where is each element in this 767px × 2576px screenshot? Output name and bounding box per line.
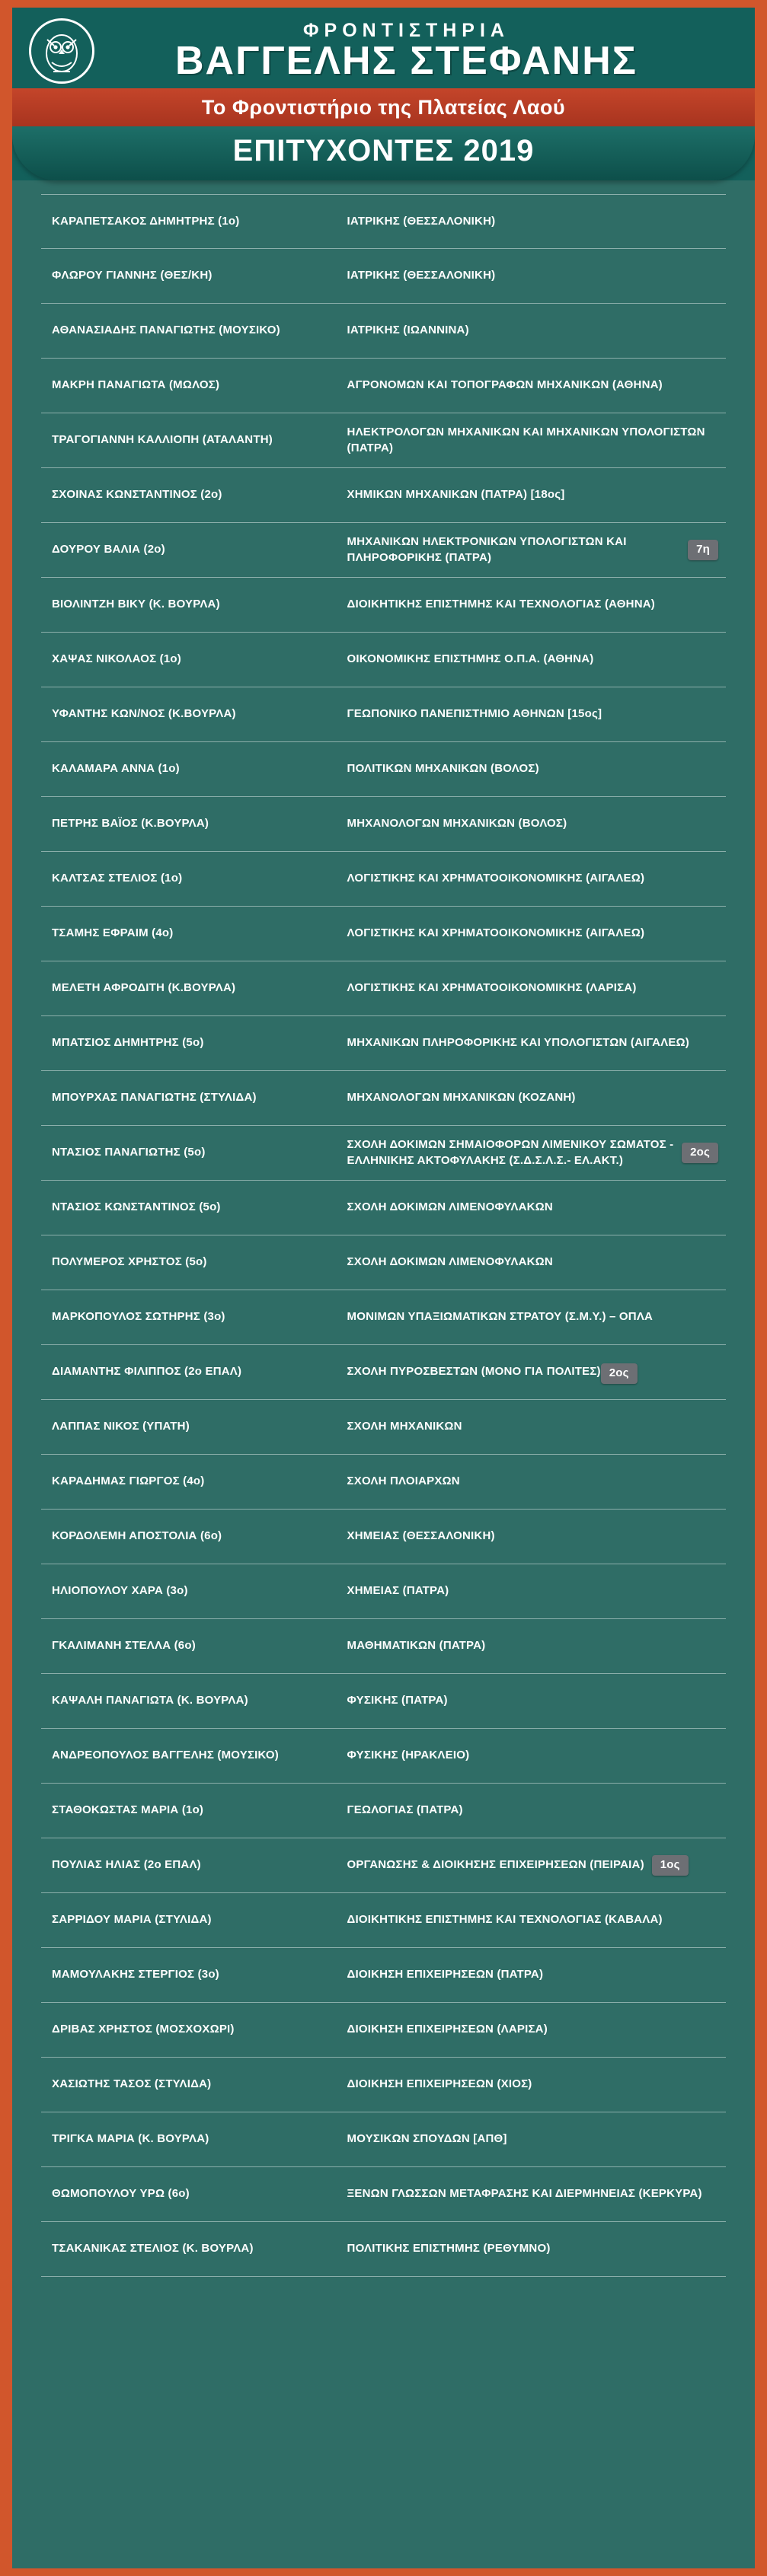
- student-name: ΗΛΙΟΠΟΥΛΟΥ ΧΑΡΑ (3ο): [52, 1584, 188, 1598]
- student-name: ΓΚΑΛΙΜΑΝΗ ΣΤΕΛΛΑ (6ο): [52, 1639, 196, 1653]
- department-cell: [343, 523, 726, 577]
- table-row: [41, 852, 726, 907]
- student-name: ΑΝΔΡΕΟΠΟΥΛΟΣ ΒΑΓΓΕΛΗΣ (ΜΟΥΣΙΚΟ): [52, 1749, 279, 1762]
- department-cell: [343, 1235, 726, 1290]
- rank-badge: 7η: [688, 540, 718, 560]
- student-name: ΜΑΡΚΟΠΟΥΛΟΣ ΣΩΤΗΡΗΣ (3ο): [52, 1310, 225, 1324]
- student-name: ΚΑΨΑΛΗ ΠΑΝΑΓΙΩΤΑ (Κ. ΒΟΥΡΛΑ): [52, 1694, 248, 1707]
- department-cell: [343, 249, 726, 303]
- department-cell: [343, 2167, 726, 2221]
- student-name: ΤΣΑΜΗΣ ΕΦΡΑΙΜ (4ο): [52, 926, 174, 940]
- department-name: ΣΧΟΛΗ ΔΟΚΙΜΩΝ ΣΗΜΑΙΟΦΟΡΩΝ ΛΙΜΕΝΙΚΟΥ ΣΩΜΑΤΟΣ - ΕΛΛΗΝΙΚΗΣ ΑΚΤΟΦΥΛΑΚΗΣ (Σ.Δ.Σ.Λ.Σ.- ΕΛ.ΑΚΤ.): [347, 1138, 674, 1167]
- poster-header: [12, 8, 755, 180]
- department-cell: [343, 961, 726, 1015]
- department-name: ΣΧΟΛΗ ΔΟΚΙΜΩΝ ΛΙΜΕΝΟΦΥΛΑΚΩΝ: [347, 1255, 553, 1269]
- owl-seal-icon: [29, 18, 94, 84]
- table-row: [41, 2003, 726, 2058]
- student-name: ΥΦΑΝΤΗΣ ΚΩΝ/ΝΟΣ (Κ.ΒΟΥΡΛΑ): [52, 707, 236, 721]
- department-cell: [343, 304, 726, 358]
- department-name: ΦΥΣΙΚΗΣ (ΗΡΑΚΛΕΙΟ): [347, 1749, 470, 1762]
- department-name: ΙΑΤΡΙΚΗΣ (ΘΕΣΣΑΛΟΝΙΚΗ): [347, 269, 496, 282]
- student-name: ΑΘΑΝΑΣΙΑΔΗΣ ΠΑΝΑΓΙΩΤΗΣ (ΜΟΥΣΙΚΟ): [52, 324, 280, 337]
- department-cell: [343, 1510, 726, 1564]
- student-name: ΘΩΜΟΠΟΥΛΟΥ ΥΡΩ (6ο): [52, 2187, 190, 2201]
- department-cell: [343, 1619, 726, 1673]
- student-name: ΜΑΚΡΗ ΠΑΝΑΓΙΩΤΑ (ΜΩΛΟΣ): [52, 378, 220, 392]
- rank-badge: 2ος: [682, 1143, 718, 1162]
- table-row: [41, 1948, 726, 2003]
- student-name: ΚΑΛΤΣΑΣ ΣΤΕΛΙΟΣ (1ο): [52, 872, 183, 885]
- tagline-ribbon: [12, 88, 755, 126]
- department-cell: [343, 468, 726, 522]
- table-row: [41, 359, 726, 413]
- department-cell: [343, 1290, 726, 1344]
- table-row: [41, 578, 726, 633]
- department-name: ΣΧΟΛΗ ΜΗΧΑΝΙΚΩΝ: [347, 1420, 462, 1433]
- student-name: ΚΑΡΑΔΗΜΑΣ ΓΙΩΡΓΟΣ (4ο): [52, 1475, 205, 1488]
- department-cell: [343, 633, 726, 687]
- student-name: ΤΡΙΓΚΑ ΜΑΡΙΑ (Κ. ΒΟΥΡΛΑ): [52, 2132, 209, 2146]
- department-cell: [343, 2003, 726, 2057]
- table-row: [41, 194, 726, 249]
- student-name: ΝΤΑΣΙΟΣ ΠΑΝΑΓΙΩΤΗΣ (5ο): [52, 1146, 206, 1159]
- department-cell: [343, 1893, 726, 1947]
- department-name: ΔΙΟΙΚΗΣΗ ΕΠΙΧΕΙΡΗΣΕΩΝ (ΠΑΤΡΑ): [347, 1968, 544, 1981]
- student-name: ΔΡΙΒΑΣ ΧΡΗΣΤΟΣ (ΜΟΣΧΟΧΩΡΙ): [52, 2023, 235, 2036]
- department-name: ΜΗΧΑΝΙΚΩΝ ΠΛΗΡΟΦΟΡΙΚΗΣ ΚΑΙ ΥΠΟΛΟΓΙΣΤΩΝ (ΑΙΓΑΛΕΩ): [347, 1036, 689, 1050]
- student-name: ΧΑΣΙΩΤΗΣ ΤΑΣΟΣ (ΣΤΥΛΙΔΑ): [52, 2077, 212, 2091]
- table-row: [41, 1455, 726, 1510]
- table-row: [41, 1564, 726, 1619]
- student-name: ΜΑΜΟΥΛΑΚΗΣ ΣΤΕΡΓΙΟΣ (3ο): [52, 1968, 219, 1981]
- department-cell: [343, 1400, 726, 1454]
- table-row: [41, 2222, 726, 2277]
- department-cell: [343, 2058, 726, 2112]
- table-row: [41, 1510, 726, 1564]
- student-name: ΤΣΑΚΑΝΙΚΑΣ ΣΤΕΛΙΟΣ (Κ. ΒΟΥΡΛΑ): [52, 2242, 254, 2256]
- department-cell: [343, 1016, 726, 1070]
- table-row: [41, 1729, 726, 1784]
- department-name: ΠΟΛΙΤΙΚΩΝ ΜΗΧΑΝΙΚΩΝ (ΒΟΛΟΣ): [347, 762, 539, 776]
- department-cell: [343, 1345, 726, 1399]
- student-name: ΠΟΥΛΙΑΣ ΗΛΙΑΣ (2ο ΕΠΑΛ): [52, 1858, 201, 1872]
- student-name: ΧΑΨΑΣ ΝΙΚΟΛΑΟΣ (1ο): [52, 652, 181, 666]
- student-name: ΜΕΛΕΤΗ ΑΦΡΟΔΙΤΗ (Κ.ΒΟΥΡΛΑ): [52, 981, 236, 995]
- student-name: ΔΙΑΜΑΝΤΗΣ ΦΙΛΙΠΠΟΣ (2ο ΕΠΑΛ): [52, 1365, 242, 1379]
- department-cell: [343, 1674, 726, 1728]
- brand-row: [12, 14, 755, 85]
- page-title: ΕΠΙΤΥΧΟΝΤΕΣ 2019: [232, 134, 535, 167]
- subtitle-band: [12, 126, 755, 180]
- student-name: ΚΟΡΔΟΛΕΜΗ ΑΠΟΣΤΟΛΙΑ (6ο): [52, 1529, 222, 1543]
- student-name: ΛΑΠΠΑΣ ΝΙΚΟΣ (ΥΠΑΤΗ): [52, 1420, 190, 1433]
- department-cell: [343, 1838, 726, 1892]
- rank-badge: 1ος: [652, 1855, 689, 1875]
- table-row: [41, 1126, 726, 1181]
- student-name: ΝΤΑΣΙΟΣ ΚΩΝΣΤΑΝΤΙΝΟΣ (5ο): [52, 1200, 221, 1214]
- student-name: ΣΧΟΙΝΑΣ ΚΩΝΣΤΑΝΤΙΝΟΣ (2ο): [52, 488, 222, 502]
- department-cell: [343, 1126, 726, 1180]
- department-cell: [343, 1729, 726, 1783]
- table-row: [41, 523, 726, 578]
- table-row: [41, 1235, 726, 1290]
- department-name: ΙΑΤΡΙΚΗΣ (ΘΕΣΣΑΛΟΝΙΚΗ): [347, 214, 496, 228]
- table-row: [41, 1838, 726, 1893]
- department-name: ΜΟΥΣΙΚΩΝ ΣΠΟΥΔΩΝ [ΑΠΘ]: [347, 2132, 507, 2146]
- table-row: [41, 1400, 726, 1455]
- department-name: ΔΙΟΙΚΗΤΙΚΗΣ ΕΠΙΣΤΗΜΗΣ ΚΑΙ ΤΕΧΝΟΛΟΓΙΑΣ (ΚΑΒΑΛΑ): [347, 1913, 663, 1927]
- table-row: [41, 742, 726, 797]
- rank-badge: 2ος: [601, 1363, 638, 1383]
- department-cell: [343, 1784, 726, 1838]
- table-row: [41, 1674, 726, 1729]
- department-cell: [343, 578, 726, 632]
- department-cell: [343, 1071, 726, 1125]
- table-row: [41, 1181, 726, 1235]
- department-name: ΗΛΕΚΤΡΟΛΟΓΩΝ ΜΗΧΑΝΙΚΩΝ ΚΑΙ ΜΗΧΑΝΙΚΩΝ ΥΠΟΛΟΓΙΣΤΩΝ (ΠΑΤΡΑ): [347, 426, 705, 454]
- student-name: ΚΑΡΑΠΕΤΣΑΚΟΣ ΔΗΜΗΤΡΗΣ (1ο): [52, 214, 240, 228]
- department-name: ΛΟΓΙΣΤΙΚΗΣ ΚΑΙ ΧΡΗΜΑΤΟΟΙΚΟΝΟΜΙΚΗΣ (ΑΙΓΑΛΕΩ): [347, 926, 645, 940]
- student-name: ΜΠΑΤΣΙΟΣ ΔΗΜΗΤΡΗΣ (5ο): [52, 1036, 204, 1050]
- brand-kicker: ΦΡΟΝΤΙΣΤΗΡΙΑ: [303, 20, 510, 42]
- department-name: ΓΕΩΛΟΓΙΑΣ (ΠΑΤΡΑ): [347, 1803, 463, 1817]
- tagline-text: Το Φροντιστήριο της Πλατείας Λαού: [201, 96, 566, 119]
- student-name: ΣΤΑΘΟΚΩΣΤΑΣ ΜΑΡΙΑ (1ο): [52, 1803, 204, 1817]
- department-name: ΜΟΝΙΜΩΝ ΥΠΑΞΙΩΜΑΤΙΚΩΝ ΣΤΡΑΤΟΥ (Σ.Μ.Υ.) – ΟΠΛΑ: [347, 1310, 654, 1324]
- student-name: ΠΟΛΥΜΕΡΟΣ ΧΡΗΣΤΟΣ (5ο): [52, 1255, 207, 1269]
- department-cell: [343, 1564, 726, 1618]
- department-name: ΜΗΧΑΝΟΛΟΓΩΝ ΜΗΧΑΝΙΚΩΝ (ΚΟΖΑΝΗ): [347, 1091, 576, 1105]
- table-row: [41, 413, 726, 468]
- achievers-list: [12, 180, 755, 2300]
- student-name: ΒΙΟΛΙΝΤΖΗ ΒΙΚΥ (Κ. ΒΟΥΡΛΑ): [52, 598, 220, 611]
- department-name: ΜΑΘΗΜΑΤΙΚΩΝ (ΠΑΤΡΑ): [347, 1639, 486, 1653]
- department-name: ΙΑΤΡΙΚΗΣ (ΙΩΑΝΝΙΝΑ): [347, 324, 469, 337]
- table-row: [41, 1893, 726, 1948]
- table-row: [41, 2058, 726, 2112]
- department-name: ΧΗΜΕΙΑΣ (ΘΕΣΣΑΛΟΝΙΚΗ): [347, 1529, 495, 1543]
- table-row: [41, 1345, 726, 1400]
- table-row: [41, 633, 726, 687]
- table-row: [41, 1016, 726, 1071]
- table-row: [41, 249, 726, 304]
- brand-title: ΒΑΓΓΕΛΗΣ ΣΤΕΦΑΝΗΣ: [175, 38, 638, 83]
- department-name: ΑΓΡΟΝΟΜΩΝ ΚΑΙ ΤΟΠΟΓΡΑΦΩΝ ΜΗΧΑΝΙΚΩΝ (ΑΘΗΝΑ): [347, 378, 663, 392]
- student-name: ΣΑΡΡΙΔΟΥ ΜΑΡΙΑ (ΣΤΥΛΙΔΑ): [52, 1913, 212, 1927]
- student-name: ΠΕΤΡΗΣ ΒΑΪΟΣ (Κ.ΒΟΥΡΛΑ): [52, 817, 209, 831]
- student-name: ΚΑΛΑΜΑΡΑ ΑΝΝΑ (1ο): [52, 762, 180, 776]
- table-row: [41, 961, 726, 1016]
- department-cell: [343, 1181, 726, 1235]
- department-cell: [343, 195, 726, 248]
- department-name: ΧΗΜΕΙΑΣ (ΠΑΤΡΑ): [347, 1584, 449, 1598]
- student-name: ΤΡΑΓΟΓΙΑΝΝΗ ΚΑΛΛΙΟΠΗ (ΑΤΑΛΑΝΤΗ): [52, 433, 273, 447]
- department-name: ΣΧΟΛΗ ΠΛΟΙΑΡΧΩΝ: [347, 1475, 460, 1488]
- table-row: [41, 468, 726, 523]
- table-row: [41, 304, 726, 359]
- department-name: ΜΗΧΑΝΙΚΩΝ ΗΛΕΚΤΡΟΝΙΚΩΝ ΥΠΟΛΟΓΙΣΤΩΝ ΚΑΙ ΠΛΗΡΟΦΟΡΙΚΗΣ (ΠΑΤΡΑ): [347, 535, 627, 564]
- table-row: [41, 687, 726, 742]
- department-name: ΔΙΟΙΚΗΣΗ ΕΠΙΧΕΙΡΗΣΕΩΝ (ΧΙΟΣ): [347, 2077, 532, 2091]
- department-name: ΧΗΜΙΚΩΝ ΜΗΧΑΝΙΚΩΝ (ΠΑΤΡΑ) [18ος]: [347, 488, 565, 502]
- department-name: ΔΙΟΙΚΗΤΙΚΗΣ ΕΠΙΣΤΗΜΗΣ ΚΑΙ ΤΕΧΝΟΛΟΓΙΑΣ (ΑΘΗΝΑ): [347, 598, 655, 611]
- student-name: ΔΟΥΡΟΥ ΒΑΛΙΑ (2ο): [52, 543, 165, 556]
- department-cell: [343, 742, 726, 796]
- department-cell: [343, 852, 726, 906]
- table-row: [41, 1071, 726, 1126]
- department-cell: [343, 413, 726, 467]
- department-name: ΓΕΩΠΟΝΙΚΟ ΠΑΝΕΠΙΣΤΗΜΙΟ ΑΘΗΝΩΝ [15ος]: [347, 707, 602, 721]
- table-row: [41, 1290, 726, 1345]
- department-name: ΛΟΓΙΣΤΙΚΗΣ ΚΑΙ ΧΡΗΜΑΤΟΟΙΚΟΝΟΜΙΚΗΣ (ΑΙΓΑΛΕΩ): [347, 872, 645, 885]
- department-name: ΟΙΚΟΝΟΜΙΚΗΣ ΕΠΙΣΤΗΜΗΣ Ο.Π.Α. (ΑΘΗΝΑ): [347, 652, 594, 666]
- department-name: ΣΧΟΛΗ ΔΟΚΙΜΩΝ ΛΙΜΕΝΟΦΥΛΑΚΩΝ: [347, 1200, 553, 1214]
- table-row: [41, 907, 726, 961]
- department-name: ΠΟΛΙΤΙΚΗΣ ΕΠΙΣΤΗΜΗΣ (ΡΕΘΥΜΝΟ): [347, 2242, 551, 2256]
- brand-text: [102, 21, 741, 81]
- table-row: [41, 1784, 726, 1838]
- table-row: [41, 797, 726, 852]
- department-cell: [343, 1455, 726, 1509]
- department-name: ΜΗΧΑΝΟΛΟΓΩΝ ΜΗΧΑΝΙΚΩΝ (ΒΟΛΟΣ): [347, 817, 567, 831]
- table-row: [41, 2112, 726, 2167]
- student-name: ΦΛΩΡΟΥ ΓΙΑΝΝΗΣ (ΘΕΣ/ΚΗ): [52, 269, 213, 282]
- department-name: ΦΥΣΙΚΗΣ (ΠΑΤΡΑ): [347, 1694, 448, 1707]
- department-name: ΟΡΓΑΝΩΣΗΣ & ΔΙΟΙΚΗΣΗΣ ΕΠΙΧΕΙΡΗΣΕΩΝ (ΠΕΙΡΑΙΑ): [347, 1858, 644, 1872]
- department-cell: [343, 687, 726, 741]
- table-row: [41, 2167, 726, 2222]
- table-row: [41, 1619, 726, 1674]
- department-name: ΞΕΝΩΝ ΓΛΩΣΣΩΝ ΜΕΤΑΦΡΑΣΗΣ ΚΑΙ ΔΙΕΡΜΗΝΕΙΑΣ (ΚΕΡΚΥΡΑ): [347, 2187, 702, 2201]
- department-name: ΔΙΟΙΚΗΣΗ ΕΠΙΧΕΙΡΗΣΕΩΝ (ΛΑΡΙΣΑ): [347, 2023, 548, 2036]
- department-cell: [343, 907, 726, 961]
- student-name: ΜΠΟΥΡΧΑΣ ΠΑΝΑΓΙΩΤΗΣ (ΣΤΥΛΙΔΑ): [52, 1091, 257, 1105]
- department-cell: [343, 2112, 726, 2166]
- department-cell: [343, 797, 726, 851]
- department-cell: [343, 1948, 726, 2002]
- department-cell: [343, 359, 726, 413]
- department-name: ΣΧΟΛΗ ΠΥΡΟΣΒΕΣΤΩΝ (ΜΟΝΟ ΓΙΑ ΠΟΛΙΤΕΣ): [347, 1365, 601, 1379]
- department-cell: [343, 2222, 726, 2276]
- department-name: ΛΟΓΙΣΤΙΚΗΣ ΚΑΙ ΧΡΗΜΑΤΟΟΙΚΟΝΟΜΙΚΗΣ (ΛΑΡΙΣΑ): [347, 981, 637, 995]
